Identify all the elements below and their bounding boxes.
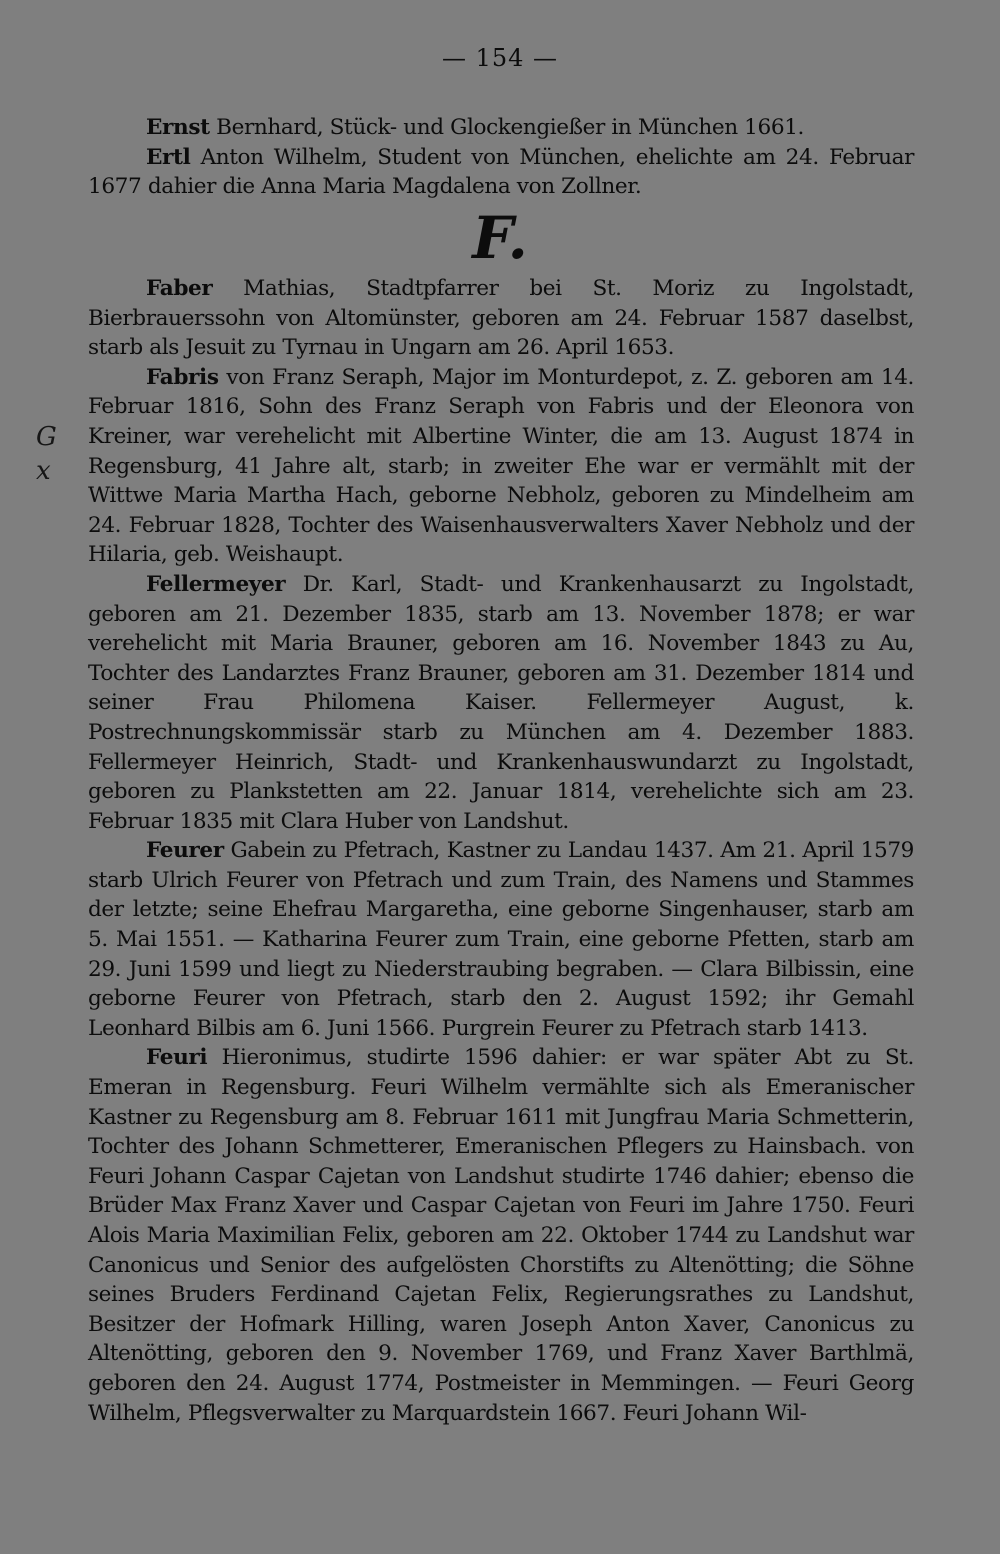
entry-text: Gabein zu Pfetrach, Kastner zu Landau 1437. Am 21. April 1579 starb Ulrich Feurer von Pfetrach und zum Train, des Namens und Stammes der letzte; seine Ehefrau Margaretha, eine geborne Singenhauser, starb am 5. Mai 1551. — Katharina Feurer zum Train, eine geborne Pfetten, starb am 29. Juni 1599 und liegt zu Niederstraubing begraben. — Clara Bilbissin, eine geborne Feurer von Pfetrach, starb den 2. August 1592; ihr Gemahl Leonhard Bilbis am 6. Juni 1566. Purgrein Feurer zu Pfetrach starb 1413. — [88, 838, 914, 1041]
margin-annotation — [36, 420, 72, 488]
page-number: — 154 — — [441, 44, 559, 72]
entries-e — [88, 113, 914, 202]
entry-fabris — [88, 363, 914, 570]
entry-headword: Feuri — [146, 1045, 208, 1071]
entry-headword: Fellermeyer — [146, 571, 286, 597]
entry-fellermeyer — [88, 570, 914, 836]
entry-text: Anton Wilhelm, Student von München, ehelichte am 24. Februar 1677 dahier die Anna Maria Magdalena von Zollner. — [88, 144, 914, 200]
margin-annotation-line: G — [36, 422, 57, 452]
entry-text: Mathias, Stadtpfarrer bei St. Moriz zu Ingolstadt, Bierbrauerssohn von Altomünster, geboren am 24. Februar 1587 daselbst, starb als Jesuit zu Tyrnau in Ungarn am 26. April 1653. — [88, 276, 914, 361]
entry-feurer — [88, 836, 914, 1043]
entry-ernst — [88, 113, 914, 143]
entry-feuri — [88, 1043, 914, 1428]
entry-text: von Franz Seraph, Major im Monturdepot, z. Z. geboren am 14. Februar 1816, Sohn des Franz Seraph von Fabris und der Eleonora von Kreiner, war verehelicht mit Albertine Winter, die am 13. August 1874 in Regensburg, 41 Jahre alt, starb; in zweiter Ehe war er vermählt mit der Wittwe Maria Martha Hach, geborne Nebholz, geboren zu Mindelheim am 24. Februar 1828, Tochter des Waisenhausverwalters Xaver Nebholz und der Hilaria, geb. Weishaupt. — [88, 364, 914, 568]
entry-faber — [88, 274, 914, 363]
entry-text: Bernhard, Stück- und Glockengießer in München 1661. — [209, 115, 804, 140]
entry-headword: Feurer — [146, 838, 224, 864]
entry-text: Dr. Karl, Stadt- und Krankenhausarzt zu Ingolstadt, geboren am 21. Dezember 1835, starb am 13. November 1878; er war verehelicht mit Maria Brauner, geboren am 16. November 1843 zu Au, Tochter des Landarztes Franz Brauner, geboren am 31. Dezember 1814 und seiner Frau Philomena Kaiser. Fellermeyer August, k. Postrechnungskommissär starb zu München am 4. Dezember 1883. Fellermeyer Heinrich, Stadt- und Krankenhauswundarzt zu Ingolstadt, geboren zu Plankstetten am 22. Januar 1814, verehelichte sich am 23. Februar 1835 mit Clara Huber von Landshut. — [88, 571, 914, 834]
entries-f — [88, 274, 914, 1428]
entry-headword: Faber — [146, 276, 213, 301]
entry-headword: Ertl — [146, 144, 191, 170]
entry-headword: Fabris — [146, 364, 219, 390]
entry-ertl — [88, 143, 914, 202]
entry-text: Hieronimus, studirte 1596 dahier: er war später Abt zu St. Emeran in Regensburg. Feuri Wilhelm vermählte sich als Emeranischer Kastner zu Regensburg am 8. Februar 1611 mit Jungfrau Maria Schmetterin, Tochter des Johann Schmetterer, Emeranischen Pflegers zu Hainsbach. von Feuri Johann Caspar Cajetan von Landshut studirte 1746 dahier; ebenso die Brüder Max Franz Xaver und Caspar Cajetan von Feuri im Jahre 1750. Feuri Alois Maria Maximilian Felix, geboren am 22. Oktober 1744 zu Landshut war Canonicus und Senior des aufgelösten Chorstifts zu Altenötting; die Söhne seines Bruders Ferdinand Cajetan Felix, Regierungsrathes zu Landshut, Besitzer der Hofmark Hilling, waren Joseph Anton Xaver, Canonicus zu Altenötting, geboren den 9. November 1769, und Franz Xaver Barthlmä, geboren den 24. August 1774, Postmeister in Memmingen. — Feuri Georg Wilhelm, Pflegsverwalter zu Marquardstein 1667. Feuri Johann Wil- — [88, 1045, 914, 1426]
section-letter-f: F. — [472, 204, 528, 272]
entry-headword: Ernst — [146, 115, 210, 140]
margin-annotation-line: x — [36, 456, 51, 486]
